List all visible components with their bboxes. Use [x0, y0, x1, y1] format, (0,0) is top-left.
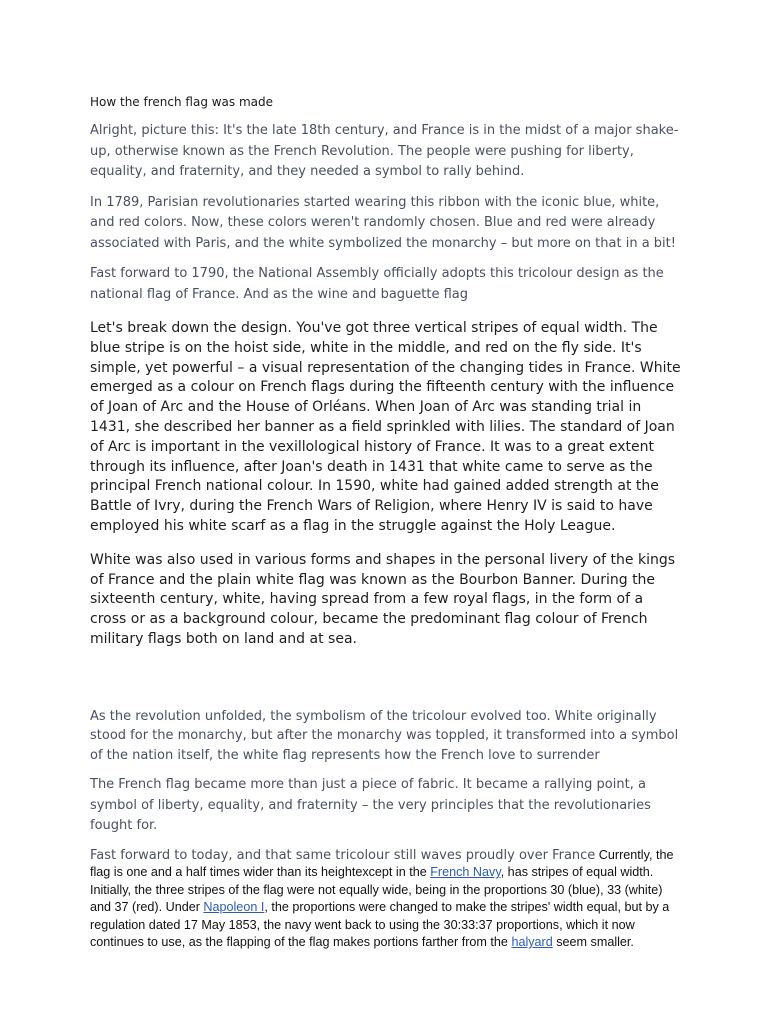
document-title: How the french flag was made [90, 95, 274, 109]
paragraph-today-proportions [90, 847, 682, 952]
paragraph-1790: Fast forward to 1790, the National Assembly officially adopts this tricolour design as the national flag of France. And as the wine and baguette flag [90, 266, 664, 302]
paragraph-revolution-symbolism: As the revolution unfolded, the symbolism of the tricolour evolved too. White originally stood for the monarchy, but after the monarchy was toppled, it transformed into a symbol of the nation itself, the white flag represents how the French love to surrender [90, 708, 679, 763]
paragraph-bourbon-banner: White was also used in various forms and shapes in the personal livery of the kings of France and the plain white flag was known as the Bourbon Banner. During the sixteenth century, white, having spread from a few royal flags, in the form of a cross or as a background colour, became the predominant flag colour of French military flags both on land and at sea. [90, 551, 676, 647]
link-napoleon-i[interactable]: Napoleon I [203, 900, 265, 915]
paragraph-today-text-4: seem smaller. [552, 935, 634, 950]
paragraph-design: Let's break down the design. You've got three vertical stripes of equal width. The blue stripe is on the hoist side, white in the middle, and red on the fly side. It's simple, yet powerful – a visual representation of the changing tides in France. White emerged as a colour on French flags during the fifteenth century with the influence of Joan of Arc and the House of Orléans. When Joan of Arc was standing trial in 1431, she described her banner as a field sprinkled with lilies. The standard of Joan of Arc is important in the vexillological history of France. It was to a great extent through its influence, after Joan's death in 1431 that white came to serve as the principal French national colour. In 1590, white had gained added strength at the Battle of Ivry, during the French Wars of Religion, where Henry IV is said to have employed his white scarf as a flag in the struggle against the Holy League. [90, 320, 681, 534]
paragraph-1789: In 1789, Parisian revolutionaries started wearing this ribbon with the iconic blue, white, and red colors. Now, these colors weren't randomly chosen. Blue and red were already associated with Paris, and the white symbolized the monarchy – but more on that in a bit! [90, 194, 676, 251]
paragraph-today-lead: Fast forward to today, and that same tricolour still waves proudly over France [90, 847, 596, 863]
paragraph-today-text-1: Currently, the flag is one and a half times wider than its heightexcept in the [90, 847, 674, 880]
paragraph-gap [90, 662, 682, 707]
paragraph-today-text-2: , has stripes of equal width. Initially, the three stripes of the flag were not equally wide, being in the proportions 30 (blue), 33 (white) and 37 (red). Under [90, 865, 663, 915]
document-page [90, 94, 682, 952]
paragraph-intro: Alright, picture this: It's the late 18th century, and France is in the midst of a major shake-up, otherwise known as the French Revolution. The people were pushing for liberty, equality, and fraternity, and they needed a symbol to rally behind. [90, 123, 679, 179]
link-french-navy[interactable]: French Navy [430, 865, 501, 880]
link-halyard[interactable]: halyard [511, 935, 553, 950]
paragraph-today-text-3: , the proportions were changed to make the stripes' width equal, but by a regulation dated 17 May 1853, the navy went back to using the 30:33:37 proportions, which it now continues to use, as the flapping of the flag makes portions farther from the [90, 900, 670, 950]
paragraph-rallying-point: The French flag became more than just a piece of fabric. It became a rallying point, a symbol of liberty, equality, and fraternity – the very principles that the revolutionaries fought for. [90, 777, 651, 834]
